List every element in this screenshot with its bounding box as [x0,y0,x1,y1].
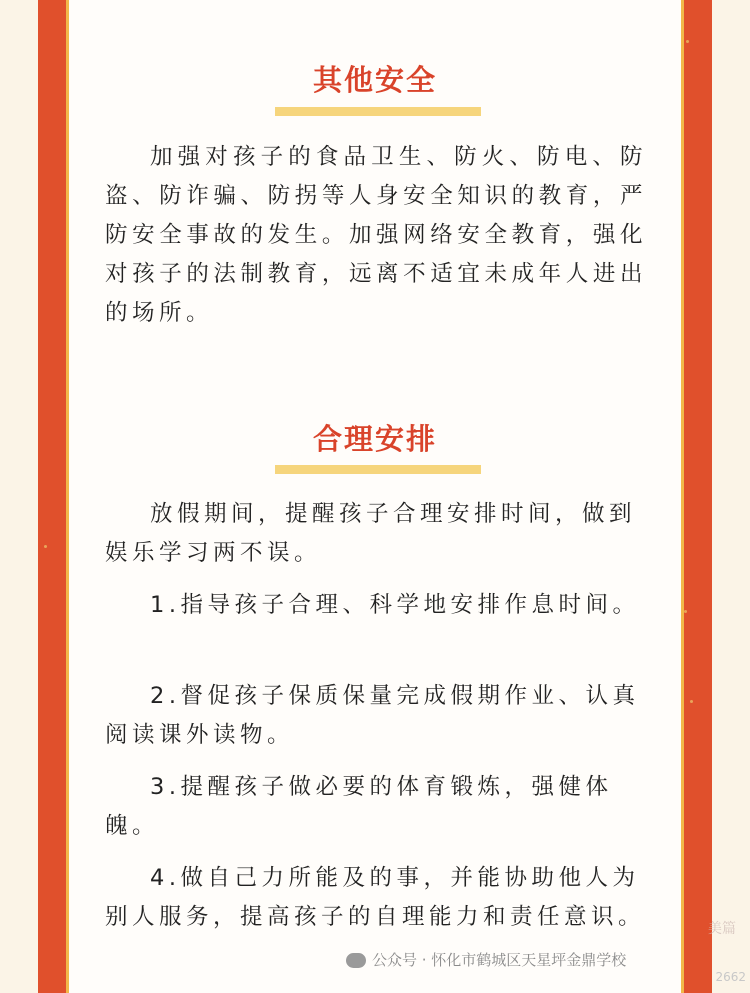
section-intro-arrangement: 放假期间，提醒孩子合理安排时间，做到娱乐学习两不误。 [105,501,637,566]
decor-dot [44,545,47,548]
list-item: 2.督促孩子保质保量完成假期作业、认真阅读课外读物。 [105,683,640,748]
decor-dot [690,700,693,703]
left-cream-margin [0,0,38,993]
wechat-watermark [346,949,626,970]
title-underline [275,465,481,474]
wechat-icon [346,953,366,968]
section-body-other-safety: 加强对孩子的食品卫生、防火、防电、防盗、防诈骗、防拐等人身安全知识的教育，严防安全事故的发生。加强网络安全教育，强化对孩子的法制教育，远离不适宜未成年人进出的场所。 [105,144,647,326]
list-item: 3.提醒孩子做必要的体育锻炼，强健体魄。 [105,774,613,839]
right-cream-margin [712,0,750,993]
corner-number: 2662 [715,970,746,984]
left-red-border [38,0,66,993]
section-title-arrangement: 合理安排 [312,422,437,456]
section-title-other-safety: 其他安全 [312,63,437,97]
meipian-mark: 美篇 [708,921,736,937]
decor-dot [686,40,689,43]
right-gold-line [681,0,684,993]
watermark-text: 公众号 · 怀化市鹤城区天星坪金鼎学校 [372,951,627,969]
title-underline [275,107,481,116]
list-item: 1.指导孩子合理、科学地安排作息时间。 [150,592,640,618]
list-item: 4.做自己力所能及的事，并能协助他人为别人服务，提高孩子的自理能力和责任意识。 [105,865,646,930]
decor-dot [684,610,687,613]
right-red-border [684,0,712,993]
